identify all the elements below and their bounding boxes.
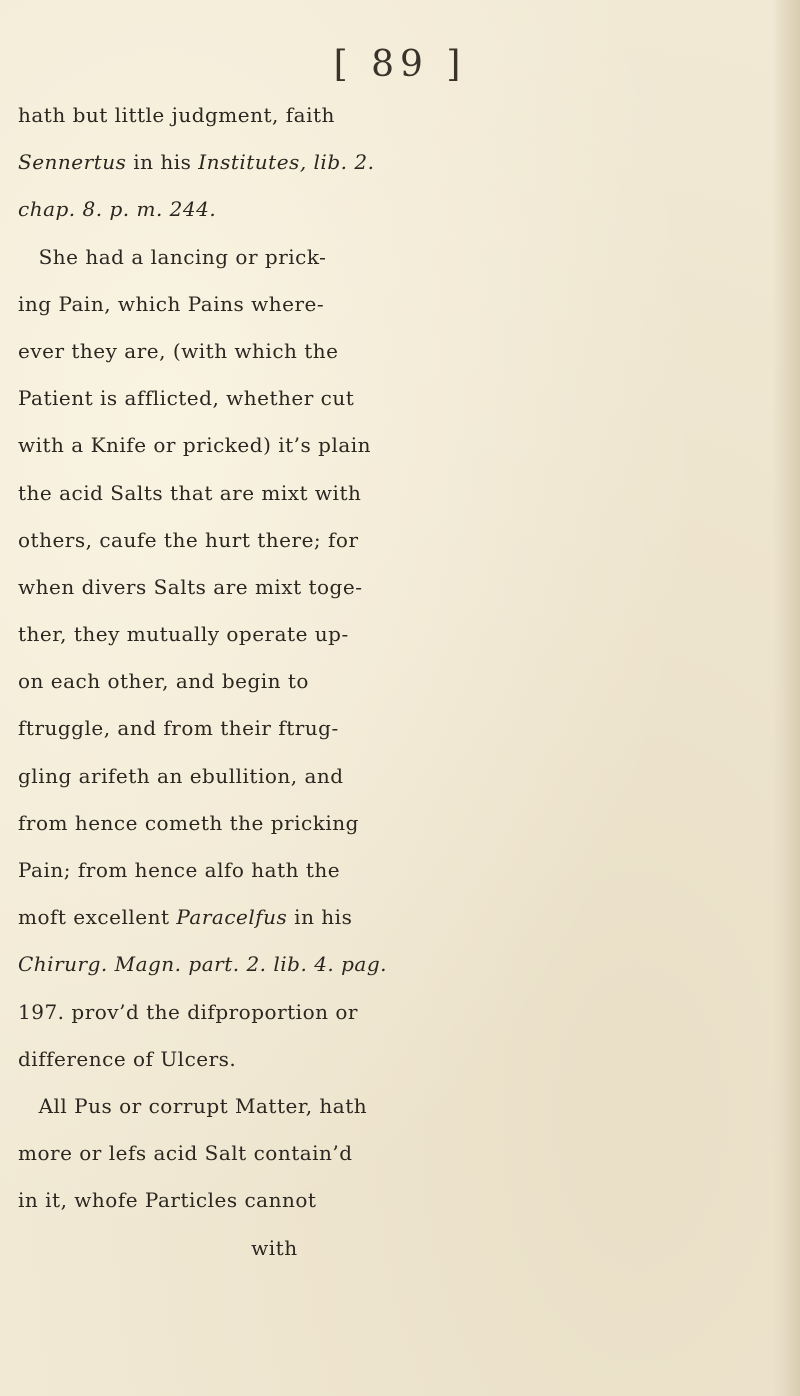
text-segment: Pain; from hence alfo hath the [18,858,341,882]
text-segment: in his [126,150,199,175]
text-segment: moft excellent [18,905,177,930]
text-segment: on each other, and begin to [18,669,309,694]
text-segment: gling arifeth an ebullition, and [18,763,344,788]
text-line [18,92,800,139]
text-segment: ever they are, (with which the [18,338,339,363]
text-line [18,470,800,517]
text-line [18,517,800,564]
text-segment: the acid Salts that are mixt with [18,480,362,505]
text-line [18,894,800,941]
text-line [18,1177,800,1224]
text-segment: others, caufe the hurt there; for [18,527,359,552]
text-line [18,611,800,658]
text-line [18,1130,800,1177]
text-line [18,186,800,233]
text-line [18,847,800,894]
text-line [18,1036,800,1083]
text-segment: more or lefs acid Salt contain’d [18,1141,353,1166]
text-segment: Institutes, lib. 2. [198,150,375,175]
text-segment: Patient is afflicted, whether cut [18,386,355,411]
text-line [18,658,800,705]
text-segment: hath but little judgment, faith [18,103,335,127]
text-segment: ftruggle, and from their ftrug- [18,716,339,741]
text-line [18,281,800,328]
text-segment: 197. prov’d the difproportion or [18,999,358,1024]
text-segment: in his [287,905,353,930]
text-segment: with [18,1235,298,1260]
text-segment: from hence cometh the pricking [18,810,359,835]
text-segment: Chirurg. Magn. part. 2. lib. 4. pag. [18,952,388,977]
text-line [18,941,800,988]
text-line [18,1083,800,1130]
text-line [18,1225,800,1272]
text-segment: when divers Salts are mixt toge- [18,574,363,599]
text-line [18,753,800,800]
text-line [18,422,800,469]
text-segment: difference of Ulcers. [18,1046,237,1071]
text-segment: in it, whofe Particles cannot [18,1188,317,1213]
text-line [18,989,800,1036]
text-segment: chap. 8. p. m. 244. [18,197,217,222]
text-line [18,564,800,611]
text-segment: She had a lancing or prick- [18,244,327,269]
text-segment: with a Knife or pricked) it’s plain [18,433,372,458]
text-segment: Sennertus [18,150,127,175]
text-line [18,375,800,422]
body-text [18,92,800,1272]
text-segment: Paracelfus [176,905,288,930]
text-line [18,139,800,186]
text-line [18,328,800,375]
text-line [18,800,800,847]
text-segment: ing Pain, which Pains where- [18,291,325,316]
text-line [18,234,800,281]
page-number: [ 89 ] [333,44,467,85]
text-line [18,705,800,752]
text-segment: All Pus or corrupt Matter, hath [18,1093,368,1118]
text-segment: ther, they mutually operate up- [18,622,349,647]
